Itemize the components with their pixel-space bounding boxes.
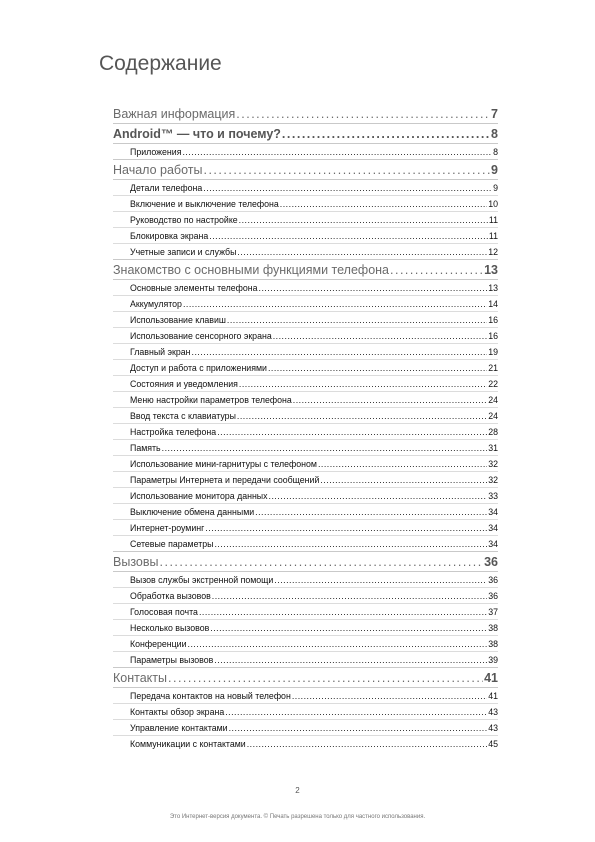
toc-entry[interactable]	[113, 359, 498, 375]
toc-section[interactable]	[113, 667, 498, 687]
toc-label: Начало работы	[113, 163, 203, 177]
toc-label: Конференции	[130, 639, 187, 649]
toc-entry[interactable]	[113, 455, 498, 471]
toc-entry[interactable]	[113, 391, 498, 407]
toc-entry[interactable]	[113, 179, 498, 195]
toc-leader-dots	[205, 523, 487, 533]
toc-page-number: 16	[488, 331, 498, 341]
toc-leader-dots	[280, 199, 487, 209]
toc-entry[interactable]	[113, 143, 498, 159]
toc-leader-dots	[182, 147, 492, 157]
toc-page-number: 16	[488, 315, 498, 325]
toc-page-number: 41	[488, 691, 498, 701]
toc-entry[interactable]	[113, 535, 498, 551]
toc-leader-dots	[239, 379, 487, 389]
toc-page-number: 34	[488, 539, 498, 549]
toc-entry[interactable]	[113, 519, 498, 535]
toc-page-number: 8	[491, 127, 498, 141]
toc-entry[interactable]	[113, 439, 498, 455]
toc-leader-dots	[268, 363, 487, 373]
toc-label: Меню настройки параметров телефона	[130, 395, 292, 405]
toc-label: Главный экран	[130, 347, 191, 357]
toc-page-number: 12	[488, 247, 498, 257]
toc-label: Интернет-роуминг	[130, 523, 205, 533]
toc-page-number: 21	[488, 363, 498, 373]
toc-leader-dots	[320, 475, 487, 485]
toc-page-number: 32	[488, 459, 498, 469]
toc-page-number: 38	[488, 623, 498, 633]
toc-section[interactable]	[113, 259, 498, 279]
toc-page-number: 31	[488, 443, 498, 453]
toc-entry[interactable]	[113, 503, 498, 519]
toc-page-number: 32	[488, 475, 498, 485]
toc-label: Параметры вызовов	[130, 655, 214, 665]
toc-leader-dots	[292, 691, 487, 701]
toc-entry[interactable]	[113, 635, 498, 651]
toc-entry[interactable]	[113, 211, 498, 227]
page-title: Содержание	[99, 52, 222, 75]
toc-leader-dots	[229, 723, 488, 733]
toc-leader-dots	[188, 639, 488, 649]
toc-label: Блокировка экрана	[130, 231, 209, 241]
toc-page-number: 34	[488, 507, 498, 517]
toc-leader-dots	[247, 739, 487, 749]
toc-leader-dots	[236, 107, 490, 121]
toc-leader-dots	[225, 707, 487, 717]
page-number: 2	[295, 786, 300, 795]
toc-leader-dots	[237, 411, 487, 421]
toc-entry[interactable]	[113, 703, 498, 719]
toc-label: Использование клавиш	[130, 315, 226, 325]
toc-leader-dots	[214, 539, 487, 549]
toc-section[interactable]	[113, 103, 498, 123]
toc-entry[interactable]	[113, 651, 498, 667]
toc-page-number: 13	[488, 283, 498, 293]
toc-entry[interactable]	[113, 327, 498, 343]
toc-entry[interactable]	[113, 603, 498, 619]
toc-label: Несколько вызовов	[130, 623, 210, 633]
toc-page-number: 10	[488, 199, 498, 209]
toc-entry[interactable]	[113, 343, 498, 359]
toc-page-number: 24	[488, 411, 498, 421]
toc-entry[interactable]	[113, 471, 498, 487]
toc-page-number: 36	[484, 555, 498, 569]
toc-entry[interactable]	[113, 195, 498, 211]
footer-note: Это Интернет-версия документа. © Печать разрешена только для частного использования.	[169, 814, 426, 820]
toc-leader-dots	[274, 575, 487, 585]
toc-label: Параметры Интернета и передачи сообщений	[130, 475, 320, 485]
toc-label: Настройка телефона	[130, 427, 217, 437]
toc-leader-dots	[199, 607, 487, 617]
toc-page-number: 14	[488, 299, 498, 309]
toc-entry[interactable]	[113, 735, 498, 751]
toc-label: Руководство по настройке	[130, 215, 238, 225]
toc-page-number: 34	[488, 523, 498, 533]
toc-page-number: 11	[488, 231, 498, 241]
toc-leader-dots	[282, 127, 490, 141]
toc-label: Учетные записи и службы	[130, 247, 237, 257]
toc-entry[interactable]	[113, 227, 498, 243]
toc-page-number: 45	[488, 739, 498, 749]
toc-label: Память	[130, 443, 161, 453]
toc-leader-dots	[209, 231, 488, 241]
toc-leader-dots	[192, 347, 488, 357]
toc-leader-dots	[203, 183, 492, 193]
toc-leader-dots	[318, 459, 487, 469]
toc-leader-dots	[217, 427, 487, 437]
toc-entry[interactable]	[113, 687, 498, 703]
toc-label: Использование мини-гарнитуры с телефоном	[130, 459, 317, 469]
toc-page-number: 36	[488, 575, 498, 585]
toc-entry[interactable]	[113, 487, 498, 503]
toc-label: Контакты	[113, 671, 167, 685]
toc-leader-dots	[255, 507, 487, 517]
toc-entry[interactable]	[113, 423, 498, 439]
toc-page-number: 39	[488, 655, 498, 665]
toc-label: Контакты обзор экрана	[130, 707, 225, 717]
toc-label: Обработка вызовов	[130, 591, 211, 601]
toc-entry[interactable]	[113, 375, 498, 391]
toc-leader-dots	[203, 163, 490, 177]
toc-page-number: 28	[488, 427, 498, 437]
toc-page-number: 9	[493, 183, 498, 193]
toc-label: Состояния и уведомления	[130, 379, 238, 389]
toc-leader-dots	[162, 443, 488, 453]
toc-page-number: 22	[488, 379, 498, 389]
toc-label: Голосовая почта	[130, 607, 198, 617]
toc-page-number: 36	[488, 591, 498, 601]
toc-label: Выключение обмена данными	[130, 507, 255, 517]
toc-leader-dots	[390, 263, 483, 277]
toc-entry[interactable]	[113, 243, 498, 259]
toc-label: Использование сенсорного экрана	[130, 331, 272, 341]
toc-label: Включение и выключение телефона	[130, 199, 279, 209]
toc-label: Коммуникации с контактами	[130, 739, 246, 749]
toc-label: Управление контактами	[130, 723, 228, 733]
toc-page-number: 38	[488, 639, 498, 649]
toc-page-number: 19	[488, 347, 498, 357]
toc-leader-dots	[237, 247, 487, 257]
toc-entry[interactable]	[113, 719, 498, 735]
toc-label: Вызовы	[113, 555, 159, 569]
toc-label: Ввод текста с клавиатуры	[130, 411, 236, 421]
toc-leader-dots	[168, 671, 483, 685]
table-of-contents	[113, 103, 498, 751]
toc-label: Знакомство с основными функциями телефона	[113, 263, 390, 277]
toc-leader-dots	[210, 623, 487, 633]
toc-page-number: 9	[491, 163, 498, 177]
toc-page-number: 41	[484, 671, 498, 685]
toc-label: Сетевые параметры	[130, 539, 214, 549]
toc-entry[interactable]	[113, 619, 498, 635]
toc-entry[interactable]	[113, 311, 498, 327]
toc-page-number: 37	[488, 607, 498, 617]
toc-label: Android™ — что и почему?	[113, 127, 281, 141]
toc-entry[interactable]	[113, 587, 498, 603]
toc-label: Использование монитора данных	[130, 491, 268, 501]
toc-label: Аккумулятор	[130, 299, 182, 309]
toc-label: Вызов службы экстренной помощи	[130, 575, 274, 585]
toc-page-number: 7	[491, 107, 498, 121]
toc-label: Основные элементы телефона	[130, 283, 258, 293]
toc-leader-dots	[273, 331, 487, 341]
toc-page-number: 33	[488, 491, 498, 501]
toc-leader-dots	[227, 315, 487, 325]
toc-section[interactable]	[113, 123, 498, 143]
toc-label: Доступ и работа с приложениями	[130, 363, 267, 373]
toc-page-number: 11	[488, 215, 498, 225]
toc-label: Приложения	[130, 147, 182, 157]
toc-leader-dots	[183, 299, 487, 309]
toc-entry[interactable]	[113, 407, 498, 423]
toc-page-number: 13	[484, 263, 498, 277]
toc-section[interactable]	[113, 551, 498, 571]
toc-label: Важная информация	[113, 107, 236, 121]
toc-section[interactable]	[113, 159, 498, 179]
toc-page-number: 24	[488, 395, 498, 405]
toc-leader-dots	[259, 283, 488, 293]
toc-entry[interactable]	[113, 571, 498, 587]
toc-page-number: 43	[488, 723, 498, 733]
toc-leader-dots	[160, 555, 484, 569]
toc-entry[interactable]	[113, 279, 498, 295]
toc-label: Детали телефона	[130, 183, 203, 193]
toc-leader-dots	[239, 215, 488, 225]
toc-leader-dots	[214, 655, 487, 665]
toc-leader-dots	[269, 491, 488, 501]
toc-page-number: 8	[493, 147, 498, 157]
toc-entry[interactable]	[113, 295, 498, 311]
toc-page-number: 43	[488, 707, 498, 717]
toc-leader-dots	[212, 591, 487, 601]
toc-leader-dots	[293, 395, 487, 405]
toc-label: Передача контактов на новый телефон	[130, 691, 291, 701]
